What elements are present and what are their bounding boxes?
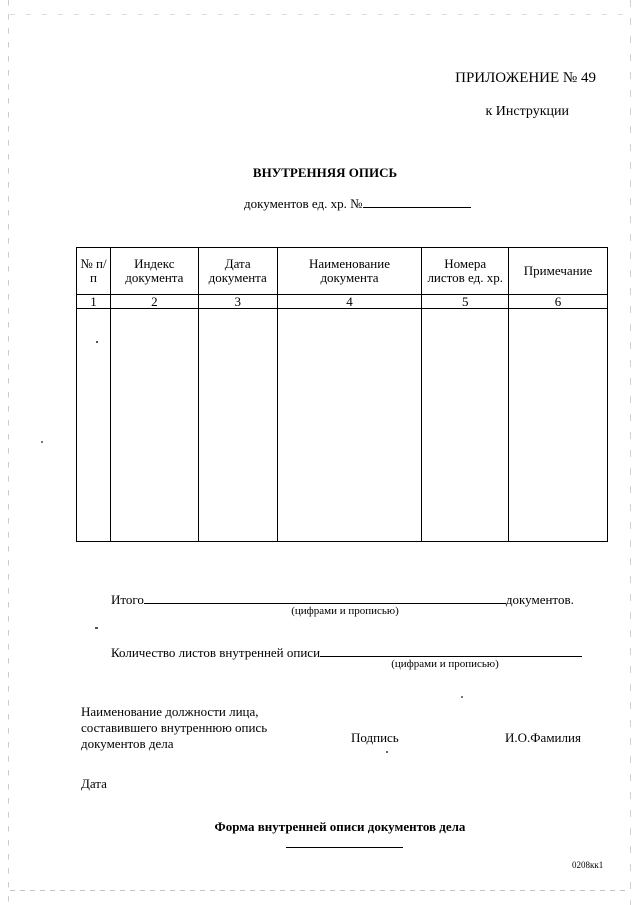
form-code: 0208кк1 (572, 860, 604, 870)
unit-number-field[interactable] (363, 194, 471, 208)
cell-index[interactable] (110, 309, 198, 542)
cell-date[interactable] (198, 309, 277, 542)
col-header-name: Наименование документа (277, 248, 422, 295)
col-number-1: 1 (77, 295, 111, 309)
col-header-index: Индекс документа (110, 248, 198, 295)
col-header-number: № п/п (77, 248, 111, 295)
sheets-field[interactable] (320, 643, 582, 657)
position-line-2: составившего внутреннюю опись (81, 720, 268, 735)
total-label: Итого (111, 592, 144, 607)
scan-speck (95, 627, 98, 629)
total-hint: (цифрами и прописью) (291, 605, 399, 617)
scan-edge-right (630, 0, 631, 905)
form-title: Форма внутренней описи документов дела (214, 819, 466, 834)
table-column-numbers-row (77, 295, 608, 309)
cell-number[interactable] (77, 309, 111, 542)
scan-speck (96, 341, 98, 343)
form-title-underline (286, 847, 403, 848)
col-number-6: 6 (509, 295, 608, 309)
col-header-date: Дата документа (198, 248, 277, 295)
appendix-number: ПРИЛОЖЕНИЕ № 49 (455, 70, 596, 86)
col-number-3: 3 (198, 295, 277, 309)
total-suffix: документов. (505, 592, 574, 607)
table-row (77, 309, 608, 542)
cell-name[interactable] (277, 309, 422, 542)
position-line-1: Наименование должности лица, (81, 704, 259, 719)
scan-speck (41, 441, 43, 443)
col-header-sheets: Номера листов ед. хр. (422, 248, 509, 295)
unit-number-line (244, 194, 471, 212)
table-header-row (77, 248, 608, 295)
cell-sheets[interactable] (422, 309, 509, 542)
col-number-2: 2 (110, 295, 198, 309)
inventory-table (76, 247, 608, 542)
col-header-note: Примечание (509, 248, 608, 295)
scan-edge-bottom (10, 890, 630, 891)
total-field[interactable] (144, 590, 506, 604)
unit-number-label: документов ед. хр. № (244, 196, 363, 211)
scan-edge-left (8, 0, 9, 905)
position-line-3: документов дела (81, 736, 174, 751)
position-block (81, 704, 267, 752)
page-title: ВНУТРЕННЯЯ ОПИСЬ (252, 165, 398, 180)
signature-label: Подпись (351, 730, 399, 745)
date-label: Дата (81, 776, 107, 791)
col-number-5: 5 (422, 295, 509, 309)
col-number-4: 4 (277, 295, 422, 309)
sheets-hint: (цифрами и прописью) (391, 658, 499, 670)
cell-note[interactable] (509, 309, 608, 542)
scan-speck (386, 751, 388, 753)
sheets-label: Количество листов внутренней описи (111, 645, 321, 660)
full-name-label: И.О.Фамилия (505, 730, 581, 745)
scan-edge-top (10, 14, 630, 15)
appendix-instruction-ref: к Инструкции (485, 104, 569, 119)
scan-speck (461, 696, 463, 698)
